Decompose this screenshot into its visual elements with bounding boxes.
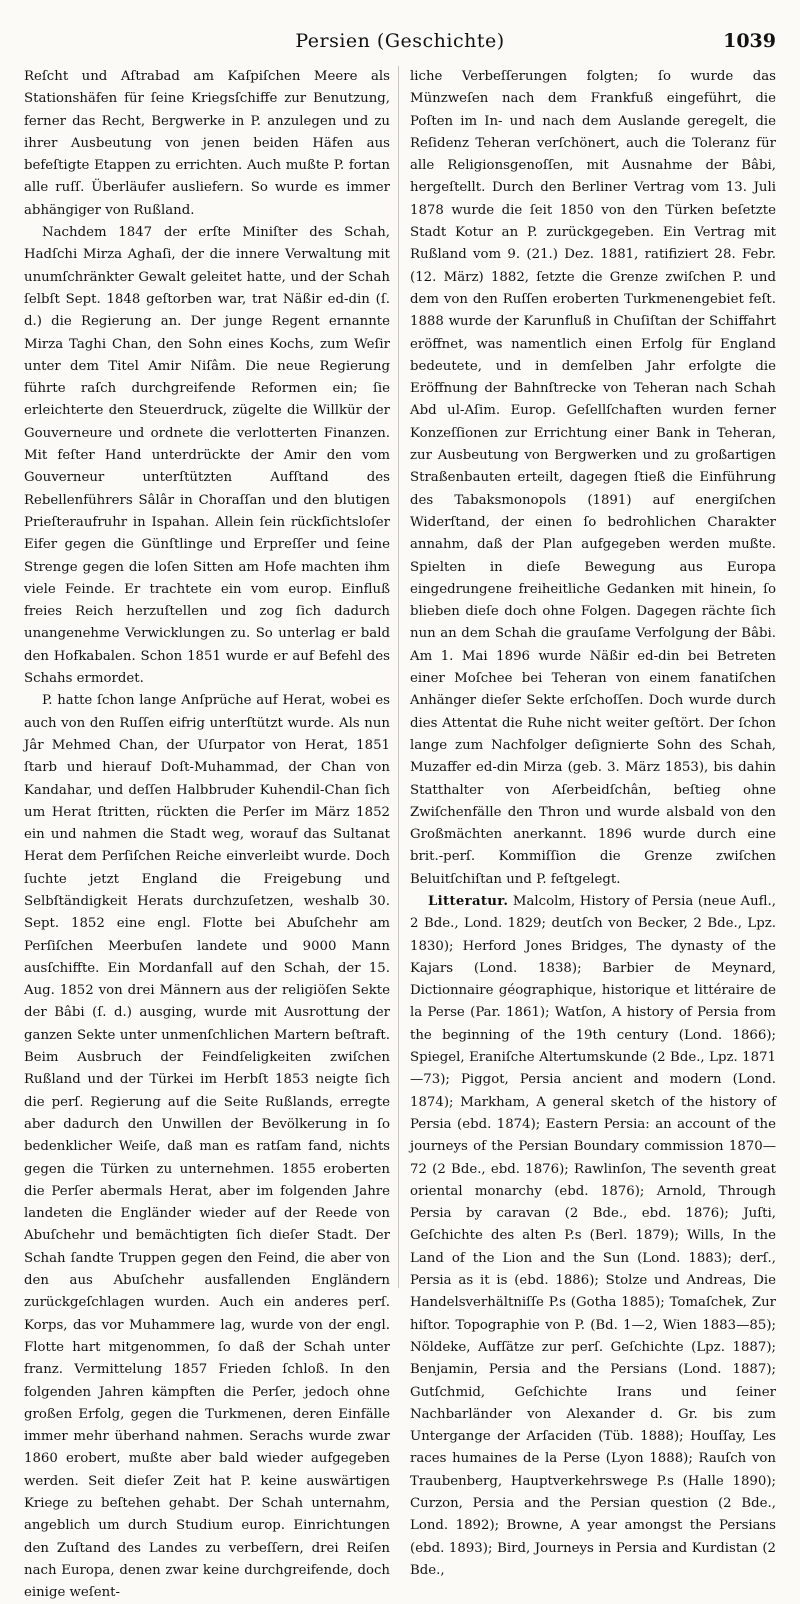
paragraph-nasir-reign: Nachdem 1847 der erſte Miniſter des Schah, Hadſchi Mirza Aghaſi, der die innere Verwaltung mit unumſchränkter Gewalt geleitet hatte, und der Schah ſelbſt Sept. 1848 geſtorben war, trat Näßir ed-din (ſ. d.) die Regierung an. Der junge Regent ernannte Mirza Taghi Chan, den Sohn eines Kochs, zum Weſir unter dem Titel Amir Niſâm. Die neue Regierung führte raſch durchgreifende Reformen ein; ſie erleichterte den Steuerdruck, zügelte die Willkür der Gouverneure und ordnete die verlotterten Finanzen. Mit feſter Hand unterdrückte der Amir den vom Gouverneur unterſtützten Aufſtand des Rebellenführers Sâlâr in Choraſſan und den blutigen Prieſteraufruhr in Ispahan. Allein ſein rückſichtsloſer Eifer gegen die Günſtlinge und Erpreſſer und ſeine Strenge gegen die loſen Sitten am Hofe machten ihm viele Feinde. Er trachtete ein vom europ. Einfluß freies Reich herzuſtellen und zog ſich dadurch unangenehme Verwicklungen zu. So unterlag er bald den Hofkabalen. Schon 1851 wurde er auf Befehl des Schahs ermordet. [24,225,390,687]
running-title: Persien (Geschichte) [295,30,505,52]
paragraph-russia-dependency: Reſcht und Aſtrabad am Kaſpiſchen Meere als Stationshäfen für ſeine Kriegsſchiffe zur Benutzung, ferner das Recht, Bergwerke in P. anzulegen und zu ihrer Ausbeutung von jenen beiden Häfen aus befeſtigte Etappen zu errichten. Auch mußte P. fortan alle ruſſ. Überläufer ausliefern. So wurde es immer abhängiger von Rußland. [24,69,390,218]
literature-text: Malcolm, History of Persia (neue Aufl., 2 Bde., Lond. 1829; deutſch von Becker, 2 Bde., Lpz. 1830); Herford Jones Bridges, The dynasty of the Kajars (Lond. 1838); Barbier de Meynard, Dictionnaire géographique, historique et littéraire de la Perse (Par. 1861); Watſon, A history of Persia from the beginning of the 19th century (Lond. 1866); Spiegel, Eraniſche Altertumskunde (2 Bde., Lpz. 1871—73); Piggot, Persia ancient and modern (Lond. 1874); Markham, A general sketch of the history of Persia (ebd. 1874); Eastern Persia: an account of the journeys of the Persian Boundary commission 1870—72 (2 Bde., ebd. 1876); Rawlinſon, The seventh great oriental monarchy (ebd. 1876); Arnold, Through Persia by caravan (2 Bde., ebd. 1876); Juſti, Geſchichte des alten P.s (Berl. 1879); Wills, In the Land of the Lion and the Sun (Lond. 1883); derſ., Persia as it is (ebd. 1886); Stolze und Andreas, Die Handelsverhältniſſe P.s (Gotha 1885); Tomaſchek, Zur hiſtor. Topographie von P. (Bd. 1—2, Wien 1883—85); Nöldeke, Aufſätze zur perſ. Geſchichte (Lpz. 1887); Benjamin, Persia and the Persians (Lond. 1887); Gutſchmid, Geſchichte Irans und ſeiner Nachbarländer von Alexander d. Gr. bis zum Untergange der Arſaciden (Tüb. 1888); Houſſay, Les races humaines de la Perse (Lyon 1888); Rauſch von Traubenberg, Hauptverkehrswege P.s (Halle 1890); Curzon, Persia and the Persian question (2 Bde., Lond. 1892); Browne, A year amongst the Persians (ebd. 1893); Bird, Journeys in Persia and Kurdistan (2 Bde., [410,893,776,1578]
column-divider [398,66,399,1288]
literature-label: Litteratur. [428,893,509,909]
paragraph-herat-conflict: P. hatte ſchon lange Anſprüche auf Herat, wobei es auch von den Ruſſen eifrig unterſtützt wurde. Als nun Jâr Mehmed Chan, der Uſurpator von Herat, 1851 ſtarb und hierauf Doſt-Muhammad, der Chan von Kandahar, und deſſen Halbbruder Kuhendil-Chan ſich um Herat ſtritten, rückten die Perſer im März 1852 ein und nahmen die Stadt weg, worauf das Sultanat Herat dem Perſiſchen Reiche einverleibt wurde. Doch ſuchte jetzt England die Freigebung und Selbſtändigkeit Herats durchzuſetzen, weshalb 30. Sept. 1852 eine engl. Flotte bei Abuſchehr am Perſiſchen Meerbuſen landete und 9000 Mann ausſchiffte. Ein Mordanfall auf den Schah, der 15. Aug. 1852 von drei Männern aus der religiöſen Sekte der Bâbi (ſ. d.) ausging, wurde mit Ausrottung der ganzen Sekte unter unmenſchlichen Martern beſtraft. Beim Ausbruch der Feindſeligkeiten zwiſchen Rußland und der Türkei im Herbſt 1853 neigte ſich die perſ. Regierung auf die Seite Rußlands, erregte aber dadurch den Unwillen der Bevölkerung in ſo bedenklicher Weiſe, daß man es ratſam fand, nichts gegen die Türken zu unternehmen. 1855 eroberten die Perſer abermals Herat, aber im folgenden Jahre landeten die Engländer wieder auf der Reede von Abuſchehr und bemächtigten ſich dieſer Stadt. Der Schah ſandte Truppen gegen den Feind, die aber von den aus Abuſchehr ausfallenden Engländern zurückgeſchlagen wurden. Auch ein anderes perſ. Korps, das vor Muhammere lag, wurde von der engl. Flotte hart mitgenommen, ſo daß der Schah unter franz. Vermittelung 1857 Frieden ſchloß. In den folgenden Jahren kämpften die Perſer, jedoch ohne großen Erfolg, gegen die Turkmenen, deren Einfälle immer mehr überhand nahmen. Serachs wurde zwar 1860 erobert, mußte aber bald wieder aufgegeben werden. Seit dieſer Zeit hat P. keine auswärtigen Kriege zu beſtehen gehabt. Der Schah unternahm, angeblich um durch Studium europ. Einrichtungen den Zuſtand des Landes zu verbeſſern, drei Reiſen nach Europa, denen zwar keine durchgreifende, doch einige weſent- [24,693,390,1601]
right-column [410,66,776,1578]
paragraph-reforms: liche Verbeſſerungen folgten; ſo wurde das Münzweſen nach dem Frankfuß eingeführt, die Poſten im In- und nach dem Auslande geregelt, die Reſidenz Teheran verſchönert, auch die Toleranz für alle Religionsgenoſſen, mit Ausnahme der Bâbi, hergeſtellt. Durch den Berliner Vertrag vom 13. Juli 1878 wurde die ſeit 1850 von den Türken beſetzte Stadt Kotur an P. zurückgegeben. Ein Vertrag mit Rußland vom 9. (21.) Dez. 1881, ratifiziert 28. Febr. (12. März) 1882, ſetzte die Grenze zwiſchen P. und dem von den Ruſſen eroberten Turkmenengebiet feſt. 1888 wurde der Karunfluß in Chuſiſtan der Schiffahrt eröffnet, was namentlich einen Erfolg für England bedeutete, und in demſelben Jahr erfolgte die Eröffnung der Bahnſtrecke von Teheran nach Schah Abd ul-Aſim. Europ. Geſellſchaften wurden ferner Konzeſſionen zur Errichtung einer Bank in Teheran, zur Ausbeutung von Bergwerken und zu großartigen Straßenbauten erteilt, dagegen ſtieß die Einführung des Tabaksmonopols (1891) auf energiſchen Widerſtand, der einen ſo bedrohlichen Charakter annahm, daß der Plan aufgegeben werden mußte. Spielten in dieſe Bewegung aus Europa eingedrungene freiheitliche Gedanken mit hinein, ſo blieben dieſe doch ohne Folgen. Dagegen rächte ſich nun an dem Schah die grauſame Verfolgung der Bâbi. Am 1. Mai 1896 wurde Näßir ed-din bei Betreten einer Moſchee bei Teheran von einem fanatiſchen Anhänger dieſer Sekte erſchoſſen. Doch wurde durch dies Attentat die Ruhe nicht weiter geſtört. Der ſchon lange zum Nachfolger deſignierte Sohn des Schah, Muzaffer ed-din Mirza (geb. 3. März 1853), bis dahin Statthalter von Aſerbeidſchân, beſtieg ohne Zwiſchenfälle den Thron und wurde alsbald von den Großmächten anerkannt. 1896 wurde durch eine brit.-perſ. Kommiſſion die Grenze zwiſchen Beluitſchiſtan und P. feſtgelegt. [410,69,776,887]
page-number: 1039 [723,30,776,52]
literature-paragraph [410,891,776,1582]
page-header [24,30,776,60]
left-column [24,66,390,1601]
